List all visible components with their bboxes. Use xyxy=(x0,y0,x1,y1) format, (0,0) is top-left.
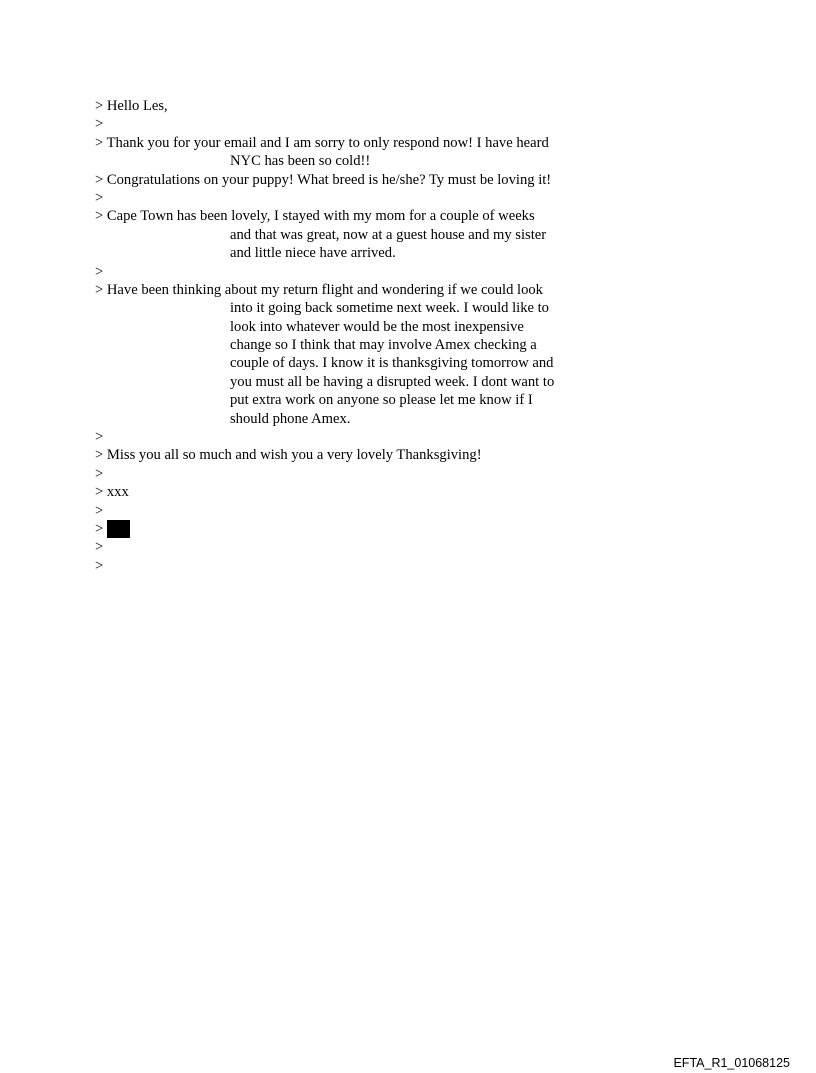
paragraph-line: > Cape Town has been lovely, I stayed with my mom for a couple of weeks xyxy=(95,208,535,225)
paragraph-line: > Congratulations on your puppy! What breed is he/she? Ty must be loving it! xyxy=(95,171,552,188)
quote-marker-line: > xyxy=(95,429,104,446)
paragraph-line: > Thank you for your email and I am sorry to only respond now! I have heard xyxy=(95,134,549,151)
paragraph-continuation: look into whatever would be the most inexpensive xyxy=(230,318,524,335)
quote-marker-line: > xyxy=(95,465,104,482)
redacted-name-line xyxy=(95,520,625,538)
paragraph-continuation: couple of days. I know it is thanksgiving tomorrow and xyxy=(230,355,554,372)
quote-marker-line: > xyxy=(95,263,104,280)
paragraph-line: > Miss you all so much and wish you a very lovely Thanksgiving! xyxy=(95,447,482,464)
quote-marker-line: > xyxy=(95,539,104,556)
paragraph-continuation: change so I think that may involve Amex checking a xyxy=(230,337,537,354)
paragraph-continuation: and little niece have arrived. xyxy=(230,245,396,262)
quote-marker-line: > xyxy=(95,189,104,206)
quote-marker: > xyxy=(95,520,104,537)
document-id-footer: EFTA_R1_01068125 xyxy=(673,1056,790,1070)
paragraph-continuation: you must all be having a disrupted week. I dont want to xyxy=(230,373,555,390)
paragraph-continuation: and that was great, now at a guest house and my sister xyxy=(230,226,547,243)
paragraph-continuation: NYC has been so cold!! xyxy=(230,153,371,170)
greeting-line: > Hello Les, xyxy=(95,98,168,114)
quote-marker-line: > xyxy=(95,502,104,519)
signoff-line: > xxx xyxy=(95,484,129,501)
quote-marker-line: > xyxy=(95,557,104,574)
paragraph-continuation: put extra work on anyone so please let me know if I xyxy=(230,392,533,409)
quote-marker-line: > xyxy=(95,116,104,133)
paragraph-continuation: should phone Amex. xyxy=(230,410,351,427)
paragraph-line: > Have been thinking about my return flight and wondering if we could look xyxy=(95,281,543,298)
paragraph-continuation: into it going back sometime next week. I would like to xyxy=(230,300,549,317)
redaction-box xyxy=(107,520,130,538)
quoted-email-body xyxy=(95,97,625,575)
